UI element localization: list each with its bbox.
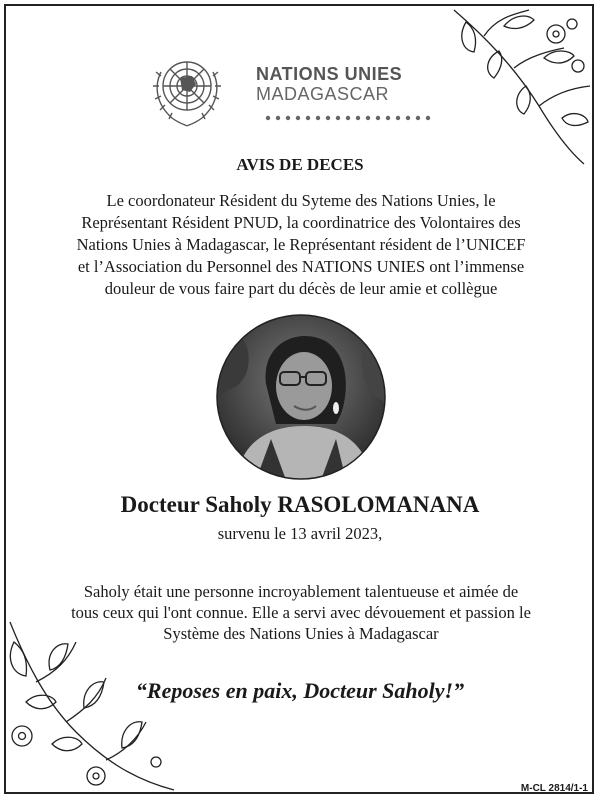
org-name: NATIONS UNIES xyxy=(256,64,403,84)
un-emblem-icon xyxy=(152,52,222,128)
reference-code: M-CL 2814/1-1 xyxy=(520,783,588,794)
deceased-name: Docteur Saholy RASOLOMANANA xyxy=(120,492,480,517)
notice-title: AVIS DE DECES xyxy=(236,155,364,174)
intro-line: douleur de vous faire part du décès de leur amie et collègue xyxy=(104,279,498,298)
un-logo xyxy=(152,52,432,132)
intro-paragraph xyxy=(40,190,562,300)
dotted-divider xyxy=(264,114,439,122)
tribute-line: Système des Nations Unies à Madagascar xyxy=(163,624,439,643)
tribute-line: tous ceux qui l'ont connue. Elle a servi avec dévouement et passion le xyxy=(71,603,531,622)
org-country: MADAGASCAR xyxy=(256,84,390,104)
intro-line: Le coordonateur Résident du Syteme des Nations Unies, le xyxy=(106,191,496,210)
date-of-death: survenu le 13 avril 2023, xyxy=(217,524,383,543)
floral-branch-icon xyxy=(444,6,594,166)
portrait-photo xyxy=(216,314,386,480)
tribute-paragraph xyxy=(60,581,542,644)
intro-line: et l’Association du Personnel des NATIONS UNIES ont l’immense xyxy=(77,257,525,276)
tribute-line: Saholy était une personne incroyablement talentueuse et aimée de xyxy=(83,582,519,601)
intro-line: Nations Unies à Madagascar, le Représentant résident de l’UNICEF xyxy=(76,235,526,254)
closing-quote: “Reposes en paix, Docteur Saholy!” xyxy=(135,678,465,703)
intro-line: Représentant Résident PNUD, la coordinatrice des Volontaires des xyxy=(81,213,521,232)
